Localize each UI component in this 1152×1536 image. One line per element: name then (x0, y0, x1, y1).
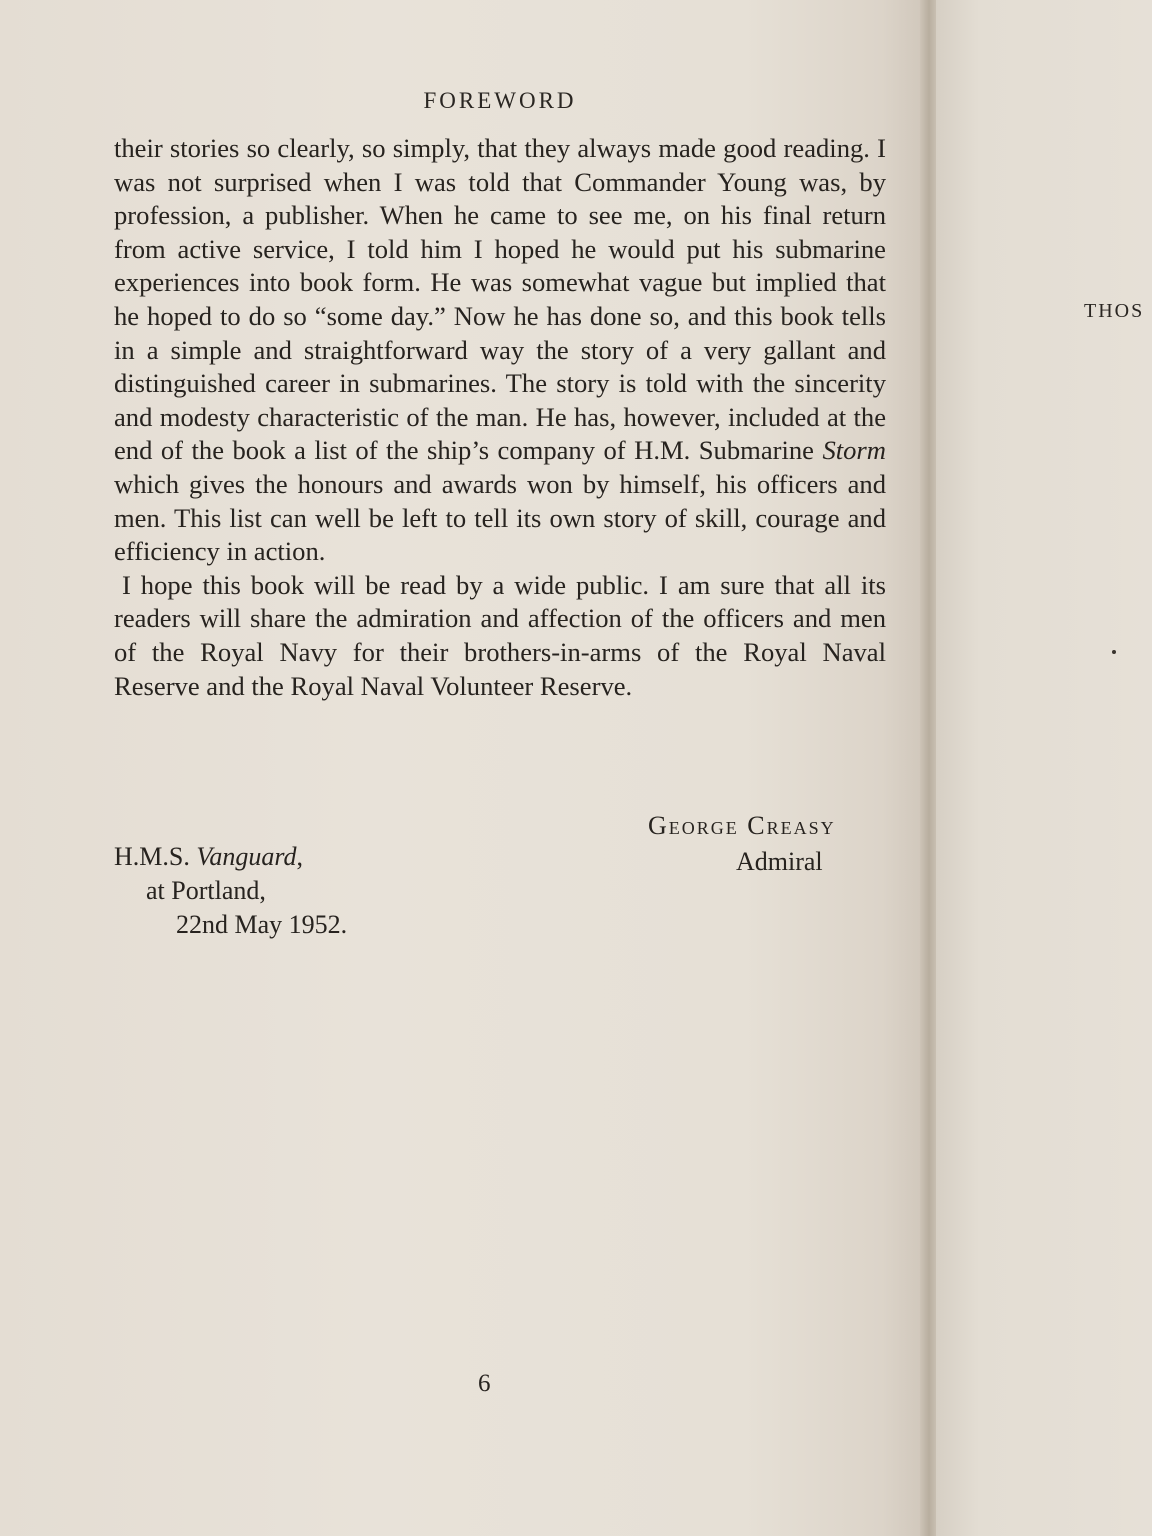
paragraph-2 (114, 569, 886, 703)
text-line: so “some day.” Now he has done so, and this book tells in (114, 300, 886, 365)
text-line: arms of the Royal Naval Reserve and the Royal Naval Volunteer (114, 636, 886, 701)
text-line: I hope this book will be read by a wide public. I am sure (122, 569, 775, 600)
text-line: ship’s company of H.M. Submarine (427, 435, 823, 466)
right-page (936, 0, 1152, 1536)
text-line: and efficiency in action. (114, 502, 886, 567)
place-and-date (114, 840, 347, 942)
location: at Portland, (146, 876, 266, 905)
text-line: their stories so clearly, so simply, that they always made good (114, 133, 784, 163)
text-line: reading. I was not surprised when I was told that Commander (114, 133, 886, 197)
ship-line (114, 840, 347, 874)
text-line: see me, on his final return from active service, I told him I (114, 200, 886, 264)
text-line: that all its readers will share the admiration and affection of (114, 569, 886, 634)
paragraph-1 (114, 132, 886, 569)
text-line: Young was, by profession, a publisher. When he came to (114, 166, 886, 231)
text-line: He was somewhat vague but implied that he hoped to do (114, 267, 886, 331)
submarine-name: Storm (822, 435, 886, 466)
text-line: Reserve. (539, 670, 633, 701)
date: 22nd May 1952. (176, 910, 348, 939)
ship-name: Vanguard (196, 842, 297, 871)
text-line: and distinguished career in submarines. The story is told (114, 334, 886, 399)
signature-block (648, 808, 836, 880)
ink-speck (1112, 650, 1116, 654)
page-number: 6 (478, 1370, 491, 1397)
text-line: hoped he would put his submarine experiences into book form. (114, 233, 886, 298)
text-line: This list can well be left to tell its own story of skill, courage (174, 502, 848, 533)
text-line: a simple and straightforward way the story of a very gallant (146, 334, 848, 365)
signatory-rank: Admiral (736, 847, 823, 876)
facing-page-heading: THOS (1084, 300, 1145, 322)
text-line: He has, however, included at the end of the book a list of the (114, 401, 887, 466)
signatory-name: George Creasy (648, 811, 836, 840)
text-line: honours and awards won by himself, his officers and men. (114, 468, 887, 533)
ship-prefix: H.M.S. (114, 842, 197, 871)
text-line: which gives the (114, 468, 298, 499)
foreword-body (114, 132, 886, 703)
running-head: FOREWORD (423, 88, 577, 113)
ship-suffix: , (296, 842, 304, 871)
text-line: the officers and men of the Royal Navy for their brothers-in- (114, 603, 886, 667)
text-line: with the sincerity and modesty characteristic of the man. (114, 368, 886, 432)
